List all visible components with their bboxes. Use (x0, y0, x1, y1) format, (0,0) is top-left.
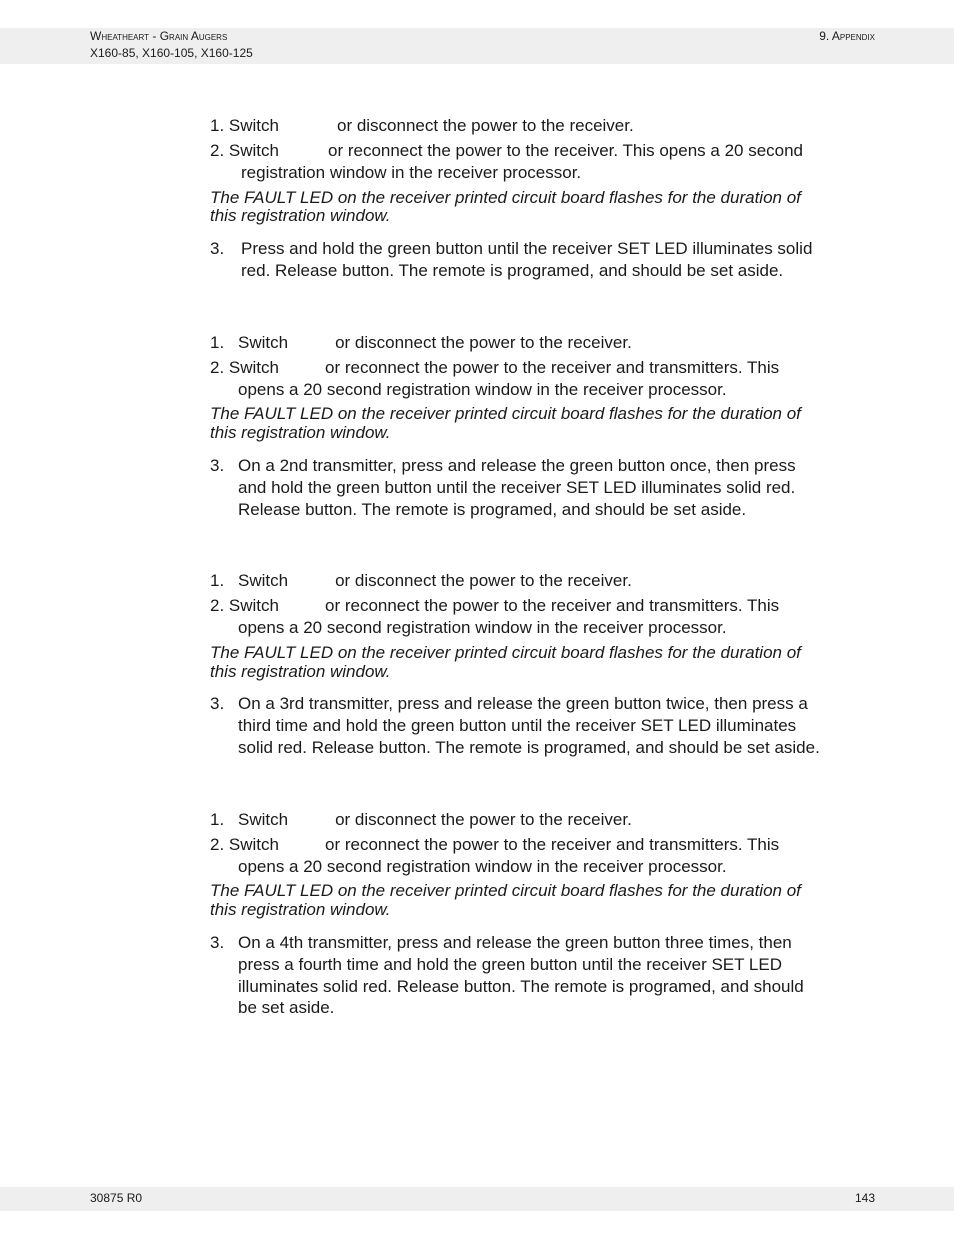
step-1-label: Switch (238, 571, 289, 590)
section-4-step-3-line-2: press a fourth time and hold the green button until the receiver SET LED (238, 955, 782, 974)
section-4-step-2 (210, 834, 779, 856)
step-1-label: 1. Switch (210, 116, 279, 135)
section-3-note-line-2: this registration window. (210, 662, 391, 681)
header-title-line1: Wheatheart - Grain Augers (90, 29, 228, 43)
section-3-step-2 (210, 595, 779, 617)
step-2-text: or reconnect the power to the receiver and transmitters. This (324, 835, 780, 854)
section-4-step-3-line-1: On a 4th transmitter, press and release the green button three times, then (238, 933, 792, 952)
section-1-step-3-line-2: red. Release button. The remote is programed, and should be set aside. (241, 261, 784, 280)
step-1-label: Switch (238, 810, 289, 829)
section-2-step-2 (210, 357, 779, 379)
section-3-step-1 (238, 570, 632, 592)
step-2-label: 2. Switch (210, 596, 279, 615)
section-1-step-3-number: 3. (210, 239, 225, 258)
step-2-text: or reconnect the power to the receiver and transmitters. This (324, 358, 780, 377)
section-4-step-1-number: 1. (210, 810, 225, 829)
page-header (0, 28, 954, 64)
step-1-text: or disconnect the power to the receiver. (335, 571, 632, 590)
section-1-step-3-line-1: Press and hold the green button until the receiver SET LED illuminates solid (241, 239, 813, 258)
section-2-step-3-line-1: On a 2nd transmitter, press and release the green button once, then press (238, 456, 796, 475)
section-4-step-2-cont: opens a 20 second registration window in the receiver processor. (238, 857, 727, 876)
section-3-step-3-line-3: solid red. Release button. The remote is programed, and should be set aside. (238, 738, 820, 757)
section-1-step-2 (210, 140, 803, 162)
section-3-step-2-cont: opens a 20 second registration window in the receiver processor. (238, 618, 727, 637)
section-4-step-3-line-4: be set aside. (238, 998, 335, 1017)
page-footer (0, 1187, 954, 1211)
section-1-step-2-cont: registration window in the receiver processor. (241, 163, 582, 182)
section-3-step-3-line-1: On a 3rd transmitter, press and release the green button twice, then press a (238, 694, 808, 713)
step-1-label: Switch (238, 333, 289, 352)
page-number: 143 (854, 1191, 875, 1205)
step-1-text: or disconnect the power to the receiver. (336, 116, 634, 135)
section-3-note-line-1: The FAULT LED on the receiver printed circuit board flashes for the duration of (210, 643, 801, 662)
step-2-label: 2. Switch (210, 835, 279, 854)
header-title-line2: X160-85, X160-105, X160-125 (90, 46, 253, 60)
section-3-step-3-number: 3. (210, 694, 225, 713)
section-1-step-1 (210, 115, 634, 137)
section-3-step-1-number: 1. (210, 571, 225, 590)
step-2-text: or reconnect the power to the receiver and transmitters. This (324, 596, 780, 615)
section-2-note-line-1: The FAULT LED on the receiver printed circuit board flashes for the duration of (210, 404, 801, 423)
section-4-step-3-line-3: illuminates solid red. Release button. The remote is programed, and should (238, 977, 804, 996)
header-title (90, 28, 253, 62)
section-4-note-line-1: The FAULT LED on the receiver printed circuit board flashes for the duration of (210, 881, 801, 900)
section-4-step-1 (238, 809, 632, 831)
step-1-text: or disconnect the power to the receiver. (335, 333, 632, 352)
section-2-step-3-number: 3. (210, 456, 225, 475)
section-2-step-1 (238, 332, 632, 354)
step-2-label: 2. Switch (210, 141, 279, 160)
section-4-note-line-2: this registration window. (210, 900, 391, 919)
section-2-step-1-number: 1. (210, 333, 225, 352)
header-section: 9. Appendix (819, 29, 875, 43)
section-1-note-line-2: this registration window. (210, 206, 391, 225)
section-4-step-3-number: 3. (210, 933, 225, 952)
step-2-text: or reconnect the power to the receiver. This opens a 20 second (327, 141, 804, 160)
document-number: 30875 R0 (90, 1191, 143, 1205)
step-1-text: or disconnect the power to the receiver. (335, 810, 632, 829)
section-2-step-3-line-3: Release button. The remote is programed, and should be set aside. (238, 500, 747, 519)
step-2-label: 2. Switch (210, 358, 279, 377)
section-2-step-3-line-2: and hold the green button until the receiver SET LED illuminates solid red. (238, 478, 796, 497)
section-1-note-line-1: The FAULT LED on the receiver printed circuit board flashes for the duration of (210, 188, 801, 207)
section-3-step-3-line-2: third time and hold the green button until the receiver SET LED illuminates (238, 716, 797, 735)
section-2-step-2-cont: opens a 20 second registration window in the receiver processor. (238, 380, 727, 399)
section-2-note-line-2: this registration window. (210, 423, 391, 442)
